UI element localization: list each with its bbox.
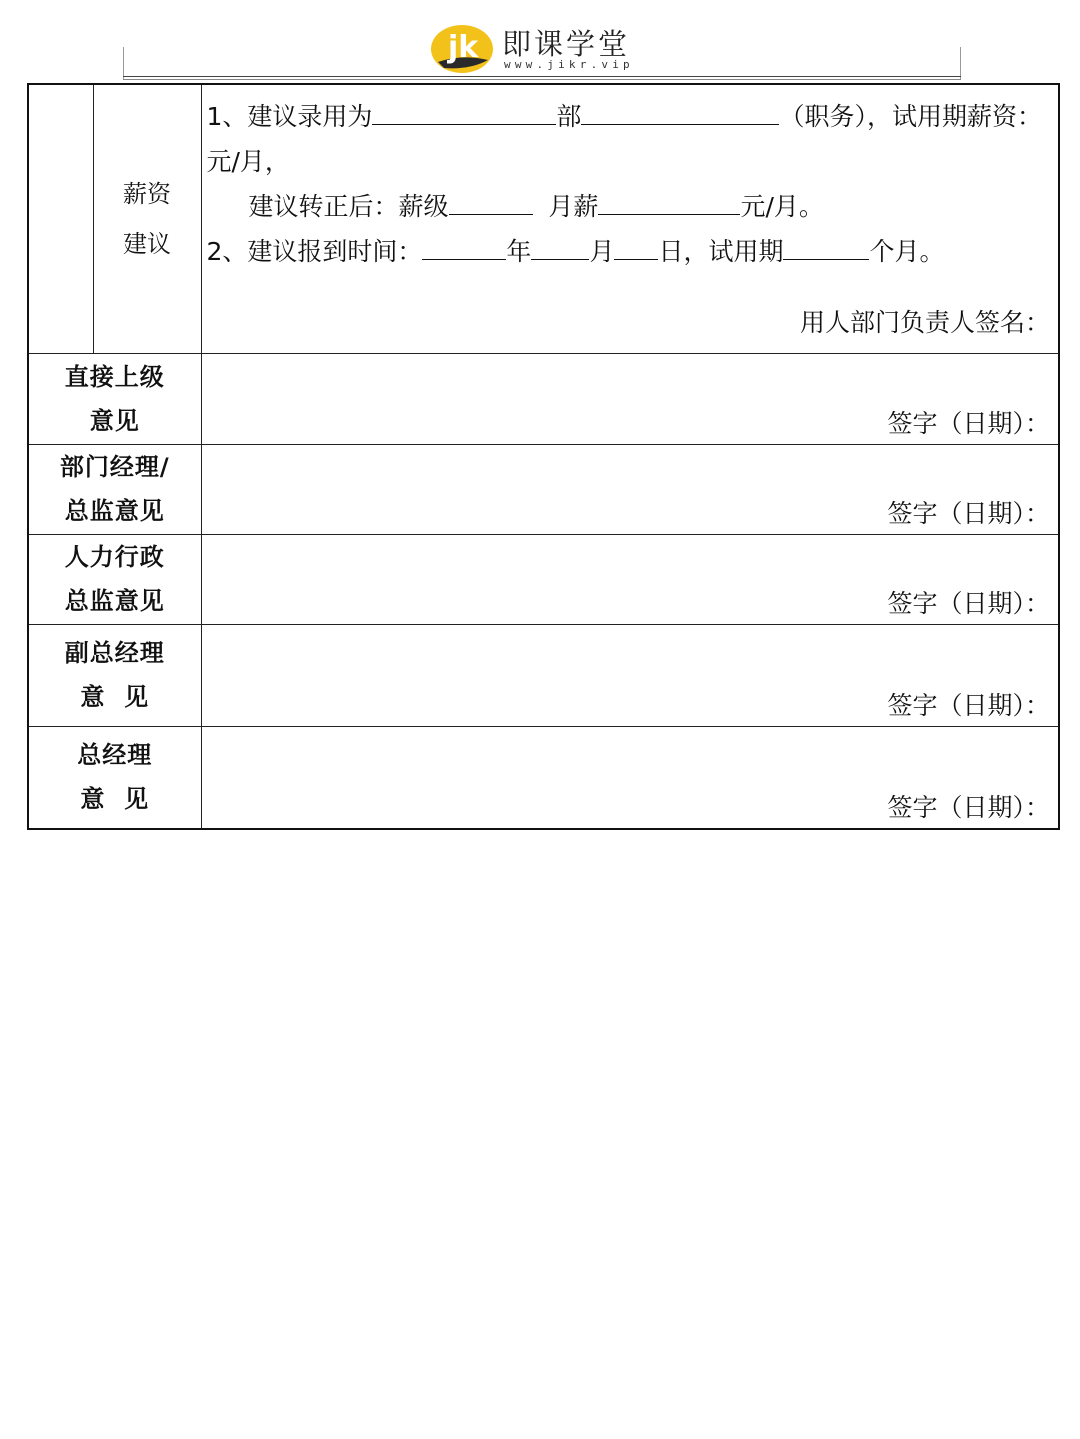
probation-salary-unit: 元/月， [206,147,290,176]
approval-content[interactable] [201,444,1059,534]
approval-label [28,726,201,829]
report-date-line [207,232,945,268]
approval-content[interactable] [201,534,1059,624]
approval-label-line2: 意 见 [80,785,150,814]
year-blank[interactable] [422,237,506,260]
approval-label-line1: 总经理 [77,741,153,770]
regular-salary-line [249,187,824,223]
approval-form-table [27,83,1060,830]
salary-label-line1: 薪资 [123,179,171,208]
header-left-tick [123,47,124,79]
salary-blank-cell [28,84,93,353]
approval-label-line2: 意 见 [80,683,150,711]
probation-months-blank[interactable] [783,237,869,260]
brand-logo-icon [430,24,494,74]
position-blank[interactable] [581,102,779,125]
year-label: 年 [506,237,532,266]
approval-label [28,534,201,624]
signature-date-label: 签字（日期）： [887,588,1050,618]
salary-label-line2: 建议 [123,229,171,258]
approval-row [28,444,1059,534]
approval-label [28,444,201,534]
signature-date-label: 签字（日期）： [887,408,1050,438]
approval-row [28,726,1059,829]
approval-label-line1: 部门经理/ [59,453,170,481]
month-label: 月 [589,237,615,266]
header-rule-thin [123,79,961,80]
brand-url: www.jikr.vip [504,58,634,71]
header-rule [123,76,961,77]
probation-salary-label: （职务），试用期薪资： [779,102,1042,131]
salary-label [93,84,201,353]
approval-label [28,624,201,726]
monthly-salary-unit: 元/月。 [740,192,824,221]
approval-label-line2: 总监意见 [64,497,165,525]
salary-content [201,84,1059,353]
approval-label-line2: 意见 [89,406,140,435]
signature-date-label: 签字（日期）： [887,793,1050,822]
signature-date-label: 签字（日期）： [887,690,1050,720]
probation-months-unit: 个月。 [869,237,945,266]
signature-date-label: 签字（日期）： [887,498,1050,528]
salary-row [28,84,1059,353]
salary-grade-label: 建议转正后：薪级 [248,192,449,221]
approval-content[interactable] [201,726,1059,829]
brand-name: 即课学堂 [502,27,631,61]
approval-label-line1: 直接上级 [64,362,165,391]
approval-label [28,353,201,444]
salary-grade-blank[interactable] [449,192,533,215]
month-blank[interactable] [531,237,589,260]
hire-position-line [207,97,1042,133]
approval-label-line1: 副总经理 [64,639,165,667]
approval-content[interactable] [201,353,1059,444]
monthly-salary-label: 月薪 [548,192,599,221]
header-right-tick [960,47,961,79]
logo-letters: jk [448,30,479,65]
approval-content[interactable] [201,624,1059,726]
department-head-signature: 用人部门负责人签名： [799,307,1050,337]
probation-period-label: 日，试用期 [658,237,784,266]
day-blank[interactable] [614,237,658,260]
report-date-label: 2、建议报到时间： [206,237,423,266]
approval-row [28,353,1059,444]
approval-row [28,534,1059,624]
approval-row [28,624,1059,726]
approval-label-line2: 总监意见 [64,587,165,615]
hire-position-prefix: 1、建议录用为 [206,102,373,131]
department-blank[interactable] [372,102,556,125]
monthly-salary-blank[interactable] [598,192,740,215]
department-suffix: 部 [556,102,582,131]
approval-label-line1: 人力行政 [64,543,165,571]
